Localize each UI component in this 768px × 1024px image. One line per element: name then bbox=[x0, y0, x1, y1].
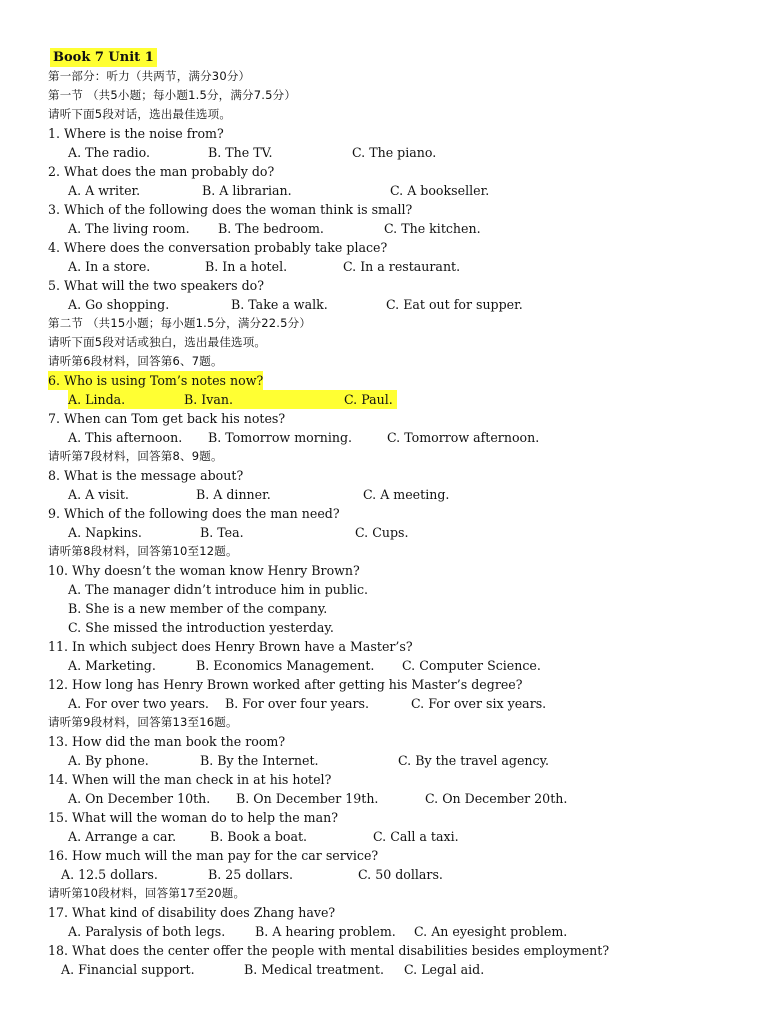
question-15: 15. What will the woman do to help the man? bbox=[48, 810, 338, 825]
document-title: Book 7 Unit 1 bbox=[50, 48, 157, 67]
option-13c: C. By the travel agency. bbox=[398, 753, 550, 768]
option-15b: B. Book a boat. bbox=[210, 829, 308, 844]
option-4c: C. In a restaurant. bbox=[343, 259, 461, 274]
question-9: 9. Which of the following does the man need? bbox=[48, 506, 340, 521]
option-18b: B. Medical treatment. bbox=[244, 962, 384, 977]
option-3a: A. The living room. bbox=[68, 221, 190, 236]
section1-instruction: 请听下面5段对话，选出最佳选项。 bbox=[48, 107, 232, 121]
option-17c: C. An eyesight problem. bbox=[414, 924, 568, 939]
option-1a: A. The radio. bbox=[68, 145, 151, 160]
option-7b: B. Tomorrow morning. bbox=[208, 430, 353, 445]
option-16b: B. 25 dollars. bbox=[208, 867, 293, 882]
option-11a: A. Marketing. bbox=[68, 658, 156, 673]
question-13: 13. How did the man book the room? bbox=[48, 734, 286, 749]
option-11b: B. Economics Management. bbox=[196, 658, 375, 673]
material-6-header: 请听第6段材料，回答第6、7题。 bbox=[48, 354, 223, 368]
question-6: 6. Who is using Tom’s notes now? bbox=[48, 373, 264, 388]
material-10-header: 请听第10段材料，回答第17至20题。 bbox=[48, 886, 246, 900]
option-15a: A. Arrange a car. bbox=[68, 829, 177, 844]
option-2c: C. A bookseller. bbox=[390, 183, 490, 198]
option-10a: A. The manager didn’t introduce him in public. bbox=[68, 582, 369, 597]
option-18a: A. Financial support. bbox=[61, 962, 195, 977]
material-8-header: 请听第8段材料，回答第10至12题。 bbox=[48, 544, 238, 558]
option-6a: A. Linda. bbox=[68, 392, 126, 407]
option-8c: C. A meeting. bbox=[363, 487, 450, 502]
option-12c: C. For over six years. bbox=[411, 696, 547, 711]
option-5a: A. Go shopping. bbox=[68, 297, 170, 312]
option-7c: C. Tomorrow afternoon. bbox=[387, 430, 540, 445]
part1-header: 第一部分：听力（共两节，满分30分） bbox=[48, 69, 251, 83]
option-12b: B. For over four years. bbox=[225, 696, 370, 711]
question-3: 3. Which of the following does the woman think is small? bbox=[48, 202, 413, 217]
option-9a: A. Napkins. bbox=[68, 525, 142, 540]
question-2: 2. What does the man probably do? bbox=[48, 164, 275, 179]
question-1: 1. Where is the noise from? bbox=[48, 126, 224, 141]
option-11c: C. Computer Science. bbox=[402, 658, 541, 673]
option-13a: A. By phone. bbox=[68, 753, 149, 768]
option-4b: B. In a hotel. bbox=[205, 259, 288, 274]
option-18c: C. Legal aid. bbox=[404, 962, 485, 977]
material-9-header: 请听第9段材料，回答第13至16题。 bbox=[48, 715, 238, 729]
question-18: 18. What does the center offer the people with mental disabilities besides employment? bbox=[48, 943, 610, 958]
material-7-header: 请听第7段材料，回答第8、9题。 bbox=[48, 449, 223, 463]
option-16c: C. 50 dollars. bbox=[358, 867, 443, 882]
options-6 bbox=[68, 390, 397, 409]
option-2b: B. A librarian. bbox=[202, 183, 292, 198]
option-8a: A. A visit. bbox=[68, 487, 129, 502]
option-8b: B. A dinner. bbox=[196, 487, 271, 502]
option-16a: A. 12.5 dollars. bbox=[61, 867, 158, 882]
option-17b: B. A hearing problem. bbox=[255, 924, 396, 939]
section2-header: 第二节 （共15小题；每小题1.5分，满分22.5分） bbox=[48, 316, 312, 330]
option-5b: B. Take a walk. bbox=[231, 297, 328, 312]
option-9c: C. Cups. bbox=[355, 525, 409, 540]
question-12: 12. How long has Henry Brown worked after getting his Master’s degree? bbox=[48, 677, 523, 692]
option-9b: B. Tea. bbox=[200, 525, 244, 540]
option-15c: C. Call a taxi. bbox=[373, 829, 459, 844]
option-14b: B. On December 19th. bbox=[236, 791, 379, 806]
option-2a: A. A writer. bbox=[68, 183, 141, 198]
option-1b: B. The TV. bbox=[208, 145, 273, 160]
option-10b: B. She is a new member of the company. bbox=[68, 601, 328, 616]
option-12a: A. For over two years. bbox=[68, 696, 209, 711]
option-1c: C. The piano. bbox=[352, 145, 437, 160]
question-17: 17. What kind of disability does Zhang have? bbox=[48, 905, 336, 920]
question-10: 10. Why doesn’t the woman know Henry Brown? bbox=[48, 563, 360, 578]
option-13b: B. By the Internet. bbox=[200, 753, 319, 768]
section2-instruction: 请听下面5段对话或独白，选出最佳选项。 bbox=[48, 335, 267, 349]
option-6c: C. Paul. bbox=[344, 392, 393, 407]
option-14c: C. On December 20th. bbox=[425, 791, 568, 806]
option-3c: C. The kitchen. bbox=[384, 221, 481, 236]
question-4: 4. Where does the conversation probably take place? bbox=[48, 240, 388, 255]
option-7a: A. This afternoon. bbox=[68, 430, 183, 445]
option-6b: B. Ivan. bbox=[184, 392, 233, 407]
question-14: 14. When will the man check in at his hotel? bbox=[48, 772, 332, 787]
question-7: 7. When can Tom get back his notes? bbox=[48, 411, 286, 426]
option-4a: A. In a store. bbox=[68, 259, 151, 274]
option-14a: A. On December 10th. bbox=[68, 791, 211, 806]
question-5: 5. What will the two speakers do? bbox=[48, 278, 265, 293]
section1-header: 第一节 （共5小题；每小题1.5分，满分7.5分） bbox=[48, 88, 297, 102]
question-8: 8. What is the message about? bbox=[48, 468, 244, 483]
option-10c: C. She missed the introduction yesterday. bbox=[68, 620, 334, 635]
option-3b: B. The bedroom. bbox=[218, 221, 324, 236]
question-16: 16. How much will the man pay for the car service? bbox=[48, 848, 379, 863]
question-11: 11. In which subject does Henry Brown have a Master’s? bbox=[48, 639, 413, 654]
option-5c: C. Eat out for supper. bbox=[386, 297, 523, 312]
option-17a: A. Paralysis of both legs. bbox=[68, 924, 226, 939]
